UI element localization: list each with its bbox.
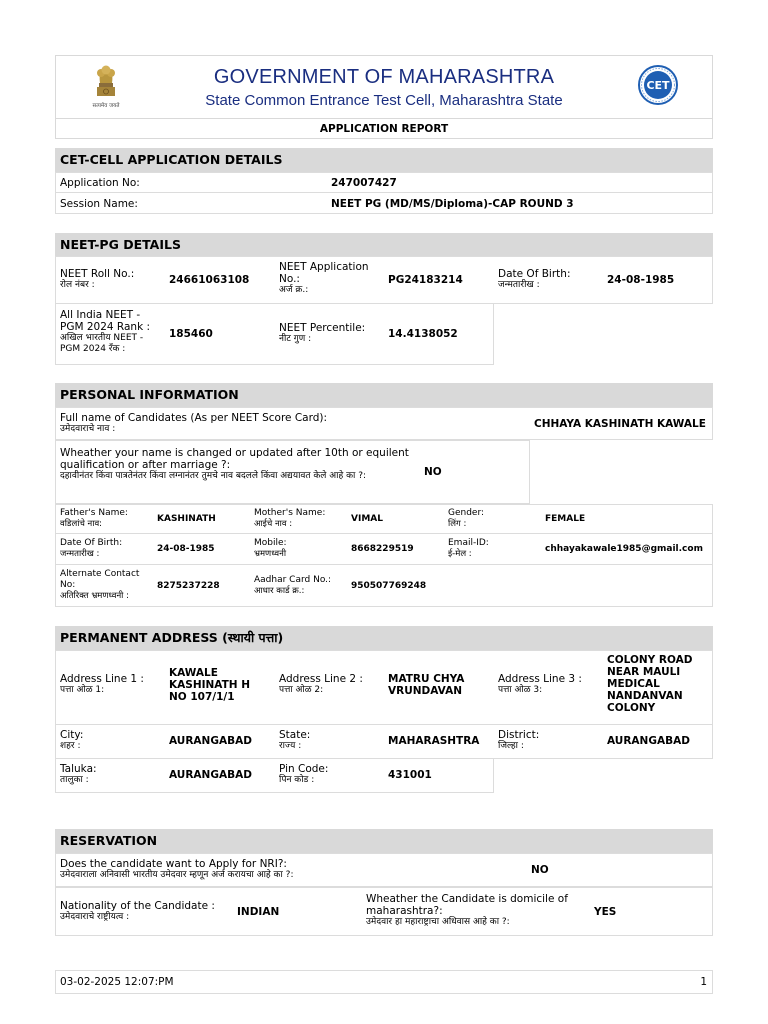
neet-rank-label: All India NEET - PGM 2024 Rank : अखिल भारतीय NEET - PGM 2024 रँक :: [60, 309, 151, 354]
state-value: MAHARASHTRA: [388, 735, 480, 747]
pin-value: 431001: [388, 769, 432, 781]
page-footer: [55, 970, 713, 994]
city-label: City: शहर :: [60, 729, 84, 751]
district-label: District: जिल्हा :: [498, 729, 540, 751]
page-subtitle: State Common Entrance Test Cell, Maharashtra State: [205, 92, 563, 109]
neet-rank-value: 185460: [169, 328, 213, 340]
nationality-value: INDIAN: [237, 906, 280, 918]
aadhar-label: Aadhar Card No.: आधार कार्ड क्र.:: [254, 575, 332, 596]
page-number: 1: [700, 976, 707, 988]
domicile-label: Wheather the Candidate is domicile of maharashtra?: उमेदवार हा महाराष्ट्राचा अधिवास आहे का ?:: [366, 893, 568, 927]
name-change-value: NO: [424, 466, 442, 478]
row-taluka-pin: [55, 758, 494, 793]
address-line2-label: Address Line 2 : पत्ता ओळ 2:: [279, 673, 363, 695]
row-session-name: [55, 192, 713, 214]
neet-percentile-label: NEET Percentile: नीट गुण :: [279, 322, 366, 344]
taluka-label: Taluka: तालुका :: [60, 763, 97, 785]
address-line3-value: COLONY ROAD NEAR MAULI MEDICAL NANDANVAN COLONY: [607, 654, 693, 714]
neet-dob-value: 24-08-1985: [607, 274, 675, 286]
report-header: [55, 55, 713, 139]
email-value: chhayakawale1985@gmail.com: [545, 544, 703, 554]
row-city-state-district: [55, 724, 713, 759]
mother-label: Mother's Name: आईचे नाव :: [254, 508, 326, 529]
row-dob-mobile-email: [55, 533, 713, 565]
row-nri: [55, 853, 713, 887]
session-name-label: Session Name:: [60, 198, 138, 210]
gender-value: FEMALE: [545, 514, 586, 524]
section-personal-heading: PERSONAL INFORMATION: [55, 383, 713, 407]
section-reservation-heading: RESERVATION: [55, 829, 713, 853]
print-datetime: 03-02-2025 12:07:PM: [60, 976, 174, 988]
neet-percentile-value: 14.4138052: [388, 328, 458, 340]
neet-dob-label: Date Of Birth: जन्मतारीख :: [498, 268, 571, 290]
fullname-label: Full name of Candidates (As per NEET Score Card): उमेदवाराचे नाव :: [60, 412, 328, 434]
session-name-value: NEET PG (MD/MS/Diploma)-CAP ROUND 3: [331, 198, 574, 210]
report-title: APPLICATION REPORT: [56, 118, 712, 140]
neet-roll-value: 24661063108: [169, 274, 250, 286]
personal-dob-label: Date Of Birth: जन्मतारीख :: [60, 538, 123, 559]
row-application-no: [55, 172, 713, 193]
taluka-value: AURANGABAD: [169, 769, 252, 781]
nationality-label: Nationality of the Candidate : उमेदवाराचे राष्ट्रीयत्व :: [60, 900, 215, 922]
row-name-change: [55, 440, 530, 504]
mobile-label: Mobile: भ्रमणध्वनी: [254, 538, 287, 559]
city-value: AURANGABAD: [169, 735, 252, 747]
address-line2-value: MATRU CHYA VRUNDAVAN: [388, 673, 465, 697]
nri-label: Does the candidate want to Apply for NRI?: उमेदवाराला अनिवासी भारतीय उमेदवार म्हणून अर्ज करायचा आहे का ?:: [60, 858, 294, 880]
row-fullname: [55, 407, 713, 440]
row-parents-gender: [55, 504, 713, 534]
svg-text:सत्यमेव जयते: सत्यमेव जयते: [92, 103, 120, 109]
nri-value: NO: [531, 864, 549, 876]
father-value: KASHINATH: [157, 514, 216, 524]
alt-contact-label: Alternate Contact No: अतिरिक्त भ्रमणध्वनी :: [60, 569, 140, 601]
row-alt-contact-aadhar: [55, 564, 713, 607]
row-nationality-domicile: [55, 887, 713, 936]
page-title: GOVERNMENT OF MAHARASHTRA: [213, 66, 555, 88]
neet-appno-value: PG24183214: [388, 274, 463, 286]
pin-label: Pin Code: पिन कोड :: [279, 763, 329, 785]
neet-roll-label: NEET Roll No.: रोल नंबर :: [60, 268, 135, 290]
row-address-lines: [55, 650, 713, 725]
section-neet-heading: NEET-PG DETAILS: [55, 233, 713, 257]
neet-appno-label: NEET Application No.: अर्ज क्र.:: [279, 261, 369, 295]
row-neet-2: [55, 303, 494, 365]
application-no-label: Application No:: [60, 177, 140, 189]
district-value: AURANGABAD: [607, 735, 690, 747]
mobile-value: 8668229519: [351, 544, 414, 554]
aadhar-value: 950507769248: [351, 581, 427, 591]
section-address-heading: PERMANENT ADDRESS (स्थायी पत्ता): [55, 626, 713, 650]
personal-dob-value: 24-08-1985: [157, 544, 215, 554]
father-label: Father's Name: वडिलांचे नाव:: [60, 508, 128, 529]
fullname-value: CHHAYA KASHINATH KAWALE: [534, 418, 706, 430]
address-line1-value: KAWALE KASHINATH H NO 107/1/1: [169, 667, 251, 703]
mother-value: VIMAL: [351, 514, 383, 524]
application-no-value: 247007427: [331, 177, 397, 189]
row-neet-1: [55, 256, 713, 304]
svg-text:CET: CET: [646, 79, 670, 92]
alt-contact-value: 8275237228: [157, 581, 220, 591]
state-label: State: राज्य :: [279, 729, 311, 751]
name-change-label: Wheather your name is changed or updated after 10th or equilent qualification or after marriage ?: दहावीनंतर किंवा पात्रतेनंतर किंवा लग्नानंतर तुमचे नाव बदलले किंवा अद्ययावत केले आहे का ?:: [60, 447, 409, 481]
cet-logo-icon: [638, 65, 678, 105]
gender-label: Gender: लिंग :: [448, 508, 485, 529]
address-line3-label: Address Line 3 : पत्ता ओळ 3:: [498, 673, 582, 695]
email-label: Email-ID: ई-मेल :: [448, 538, 489, 559]
section-cet-heading: CET-CELL APPLICATION DETAILS: [55, 148, 713, 172]
domicile-value: YES: [594, 906, 617, 918]
address-line1-label: Address Line 1 : पत्ता ओळ 1:: [60, 673, 144, 695]
